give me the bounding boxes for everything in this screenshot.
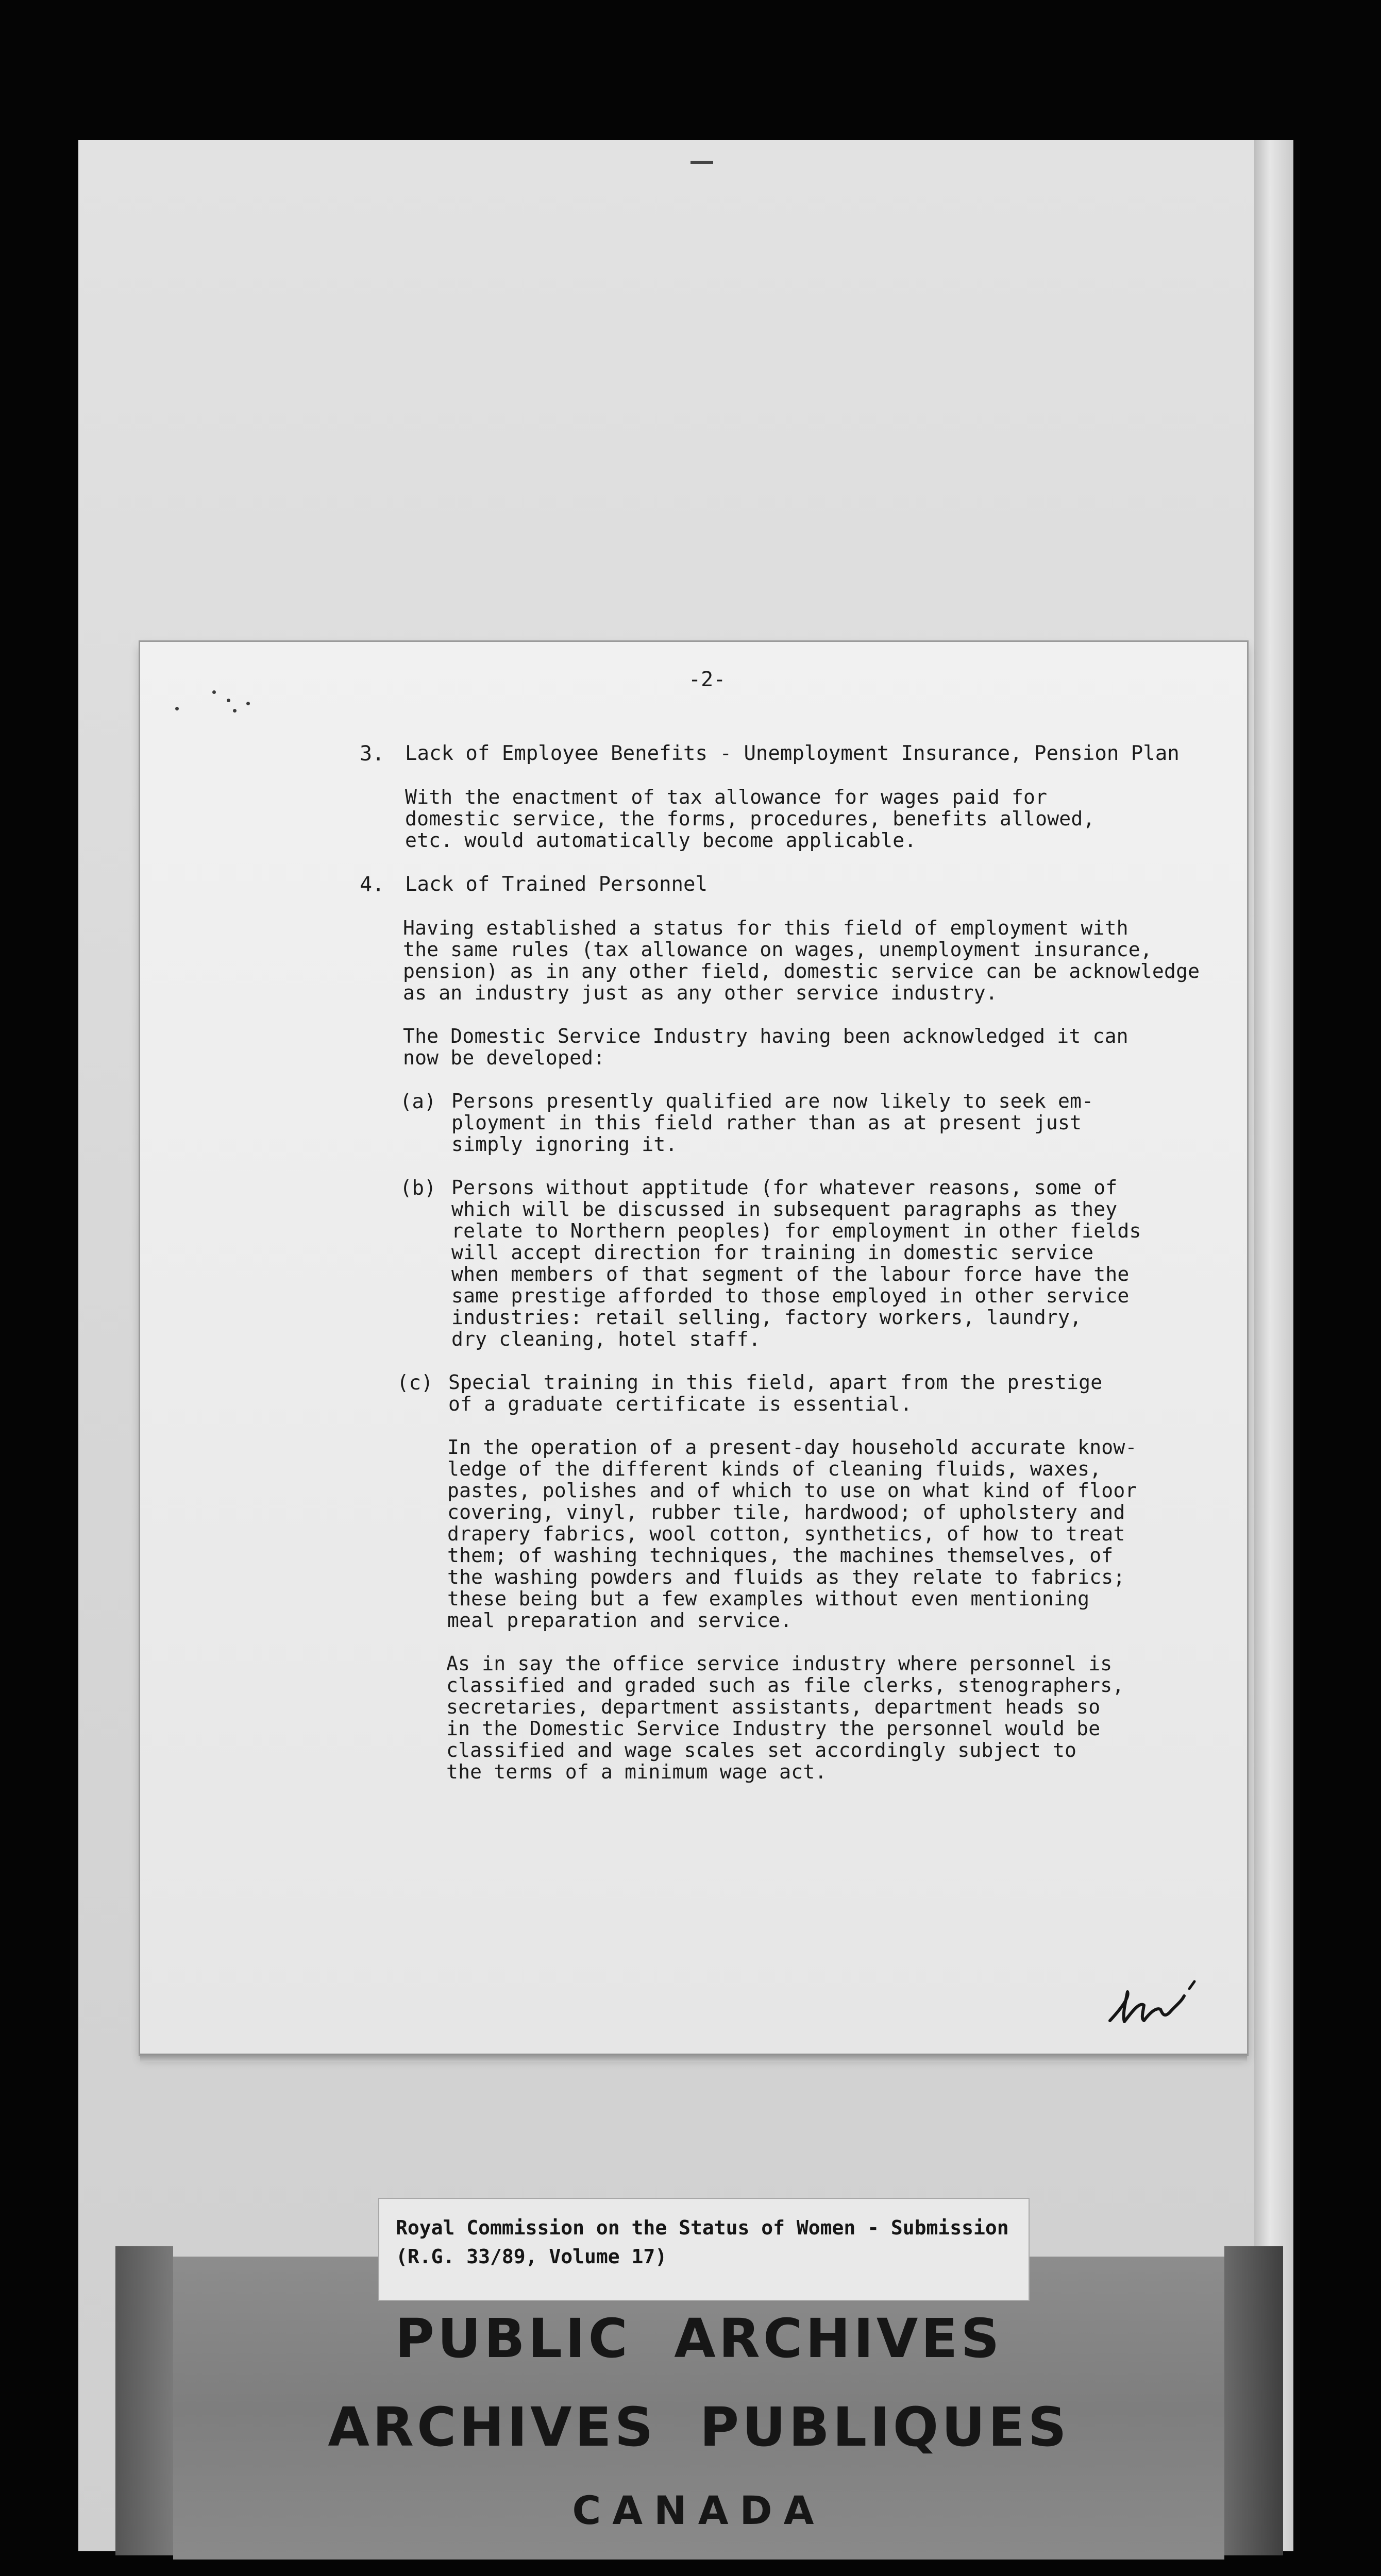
text-line: same prestige afforded to those employed in other service <box>451 1284 1130 1307</box>
section-3-heading: Lack of Employee Benefits - Unemployment Insurance, Pension Plan <box>405 742 1180 765</box>
text-line: the terms of a minimum wage act. <box>446 1760 827 1783</box>
text-line: domestic service, the forms, procedures, benefits allowed, <box>405 807 1095 830</box>
stamp-canada: CANADA <box>572 2487 826 2533</box>
text-line: ledge of the different kinds of cleaning fluids, waxes, <box>447 1458 1102 1480</box>
stamp-archives-publiques: ARCHIVES PUBLIQUES <box>328 2396 1070 2459</box>
text-line: industries: retail selling, factory workers, laundry, <box>451 1306 1082 1329</box>
item-c-label: (c) <box>397 1371 433 1395</box>
text-line: drapery fabrics, wool cotton, synthetics, of how to treat <box>447 1522 1125 1545</box>
section-4-heading: Lack of Trained Personnel <box>405 873 708 896</box>
punch-mark <box>175 707 179 710</box>
text-line: ployment in this field rather than as at present just <box>451 1111 1082 1134</box>
text-line: Persons without apptitude (for whatever reasons, some of <box>451 1176 1118 1199</box>
text-line: dry cleaning, hotel staff. <box>451 1328 761 1350</box>
text-line: Special training in this field, apart from the prestige <box>448 1371 1103 1394</box>
text-line: etc. would automatically become applicable. <box>405 829 917 852</box>
punch-mark <box>246 702 250 705</box>
text-line: simply ignoring it. <box>451 1133 678 1156</box>
text-line: meal preparation and service. <box>447 1609 793 1632</box>
text-line: these being but a few examples without even mentioning <box>447 1587 1090 1610</box>
caption-reference: (R.G. 33/89, Volume 17) <box>396 2245 667 2268</box>
text-line: Persons presently qualified are now likely to seek em- <box>451 1090 1094 1112</box>
punch-mark <box>227 699 230 702</box>
text-line: secretaries, department assistants, department heads so <box>446 1696 1101 1718</box>
section-4-number: 4. <box>360 873 385 896</box>
text-line: covering, vinyl, rubber tile, hardwood; of upholstery and <box>447 1501 1125 1523</box>
text-line: in the Domestic Service Industry the personnel would be <box>446 1717 1101 1740</box>
text-line: now be developed: <box>403 1046 605 1069</box>
text-line: them; of washing techniques, the machines themselves, of <box>447 1544 1114 1567</box>
text-line: classified and graded such as file clerks, stenographers, <box>446 1674 1124 1697</box>
text-line: Having established a status for this field of employment with <box>403 917 1129 939</box>
caption-slip <box>379 2199 1029 2300</box>
item-a-label: (a) <box>400 1090 436 1113</box>
text-line: which will be discussed in subsequent paragraphs as they <box>451 1198 1118 1221</box>
handwritten-initials-signature <box>1107 1971 1210 2033</box>
text-line: relate to Northern peoples) for employment in other fields <box>451 1219 1141 1242</box>
text-line: classified and wage scales set accordingly subject to <box>446 1739 1077 1761</box>
backing-board-edge <box>1254 140 1293 2551</box>
page-number: -2- <box>688 668 726 691</box>
sheet-bottom-edge <box>140 2054 1247 2062</box>
text-line: as an industry just as any other service industry. <box>403 981 998 1004</box>
punch-mark <box>233 709 237 713</box>
section-3-number: 3. <box>360 742 385 766</box>
text-line: pastes, polishes and of which to use on what kind of floor <box>447 1479 1137 1502</box>
text-line: when members of that segment of the labour force have the <box>451 1263 1130 1285</box>
text-line: will accept direction for training in domestic service <box>451 1241 1094 1264</box>
text-line: pension) as in any other field, domestic service can be acknowledge <box>403 960 1200 982</box>
text-line: the same rules (tax allowance on wages, unemployment insurance, <box>403 938 1152 961</box>
board-mark <box>690 161 713 164</box>
text-line: The Domestic Service Industry having been acknowledged it can <box>403 1025 1129 1047</box>
punch-mark <box>212 690 216 694</box>
text-line: of a graduate certificate is essential. <box>448 1393 913 1415</box>
text-line: As in say the office service industry where personnel is <box>446 1652 1113 1675</box>
text-line: In the operation of a present-day household accurate know- <box>447 1436 1137 1459</box>
text-line: With the enactment of tax allowance for wages paid for <box>405 786 1048 808</box>
caption-title: Royal Commission on the Status of Women - Submission <box>396 2216 1009 2239</box>
stamp-public-archives: PUBLIC ARCHIVES <box>395 2307 1003 2370</box>
item-b-label: (b) <box>400 1177 436 1200</box>
text-line: the washing powders and fluids as they relate to fabrics; <box>447 1566 1125 1588</box>
